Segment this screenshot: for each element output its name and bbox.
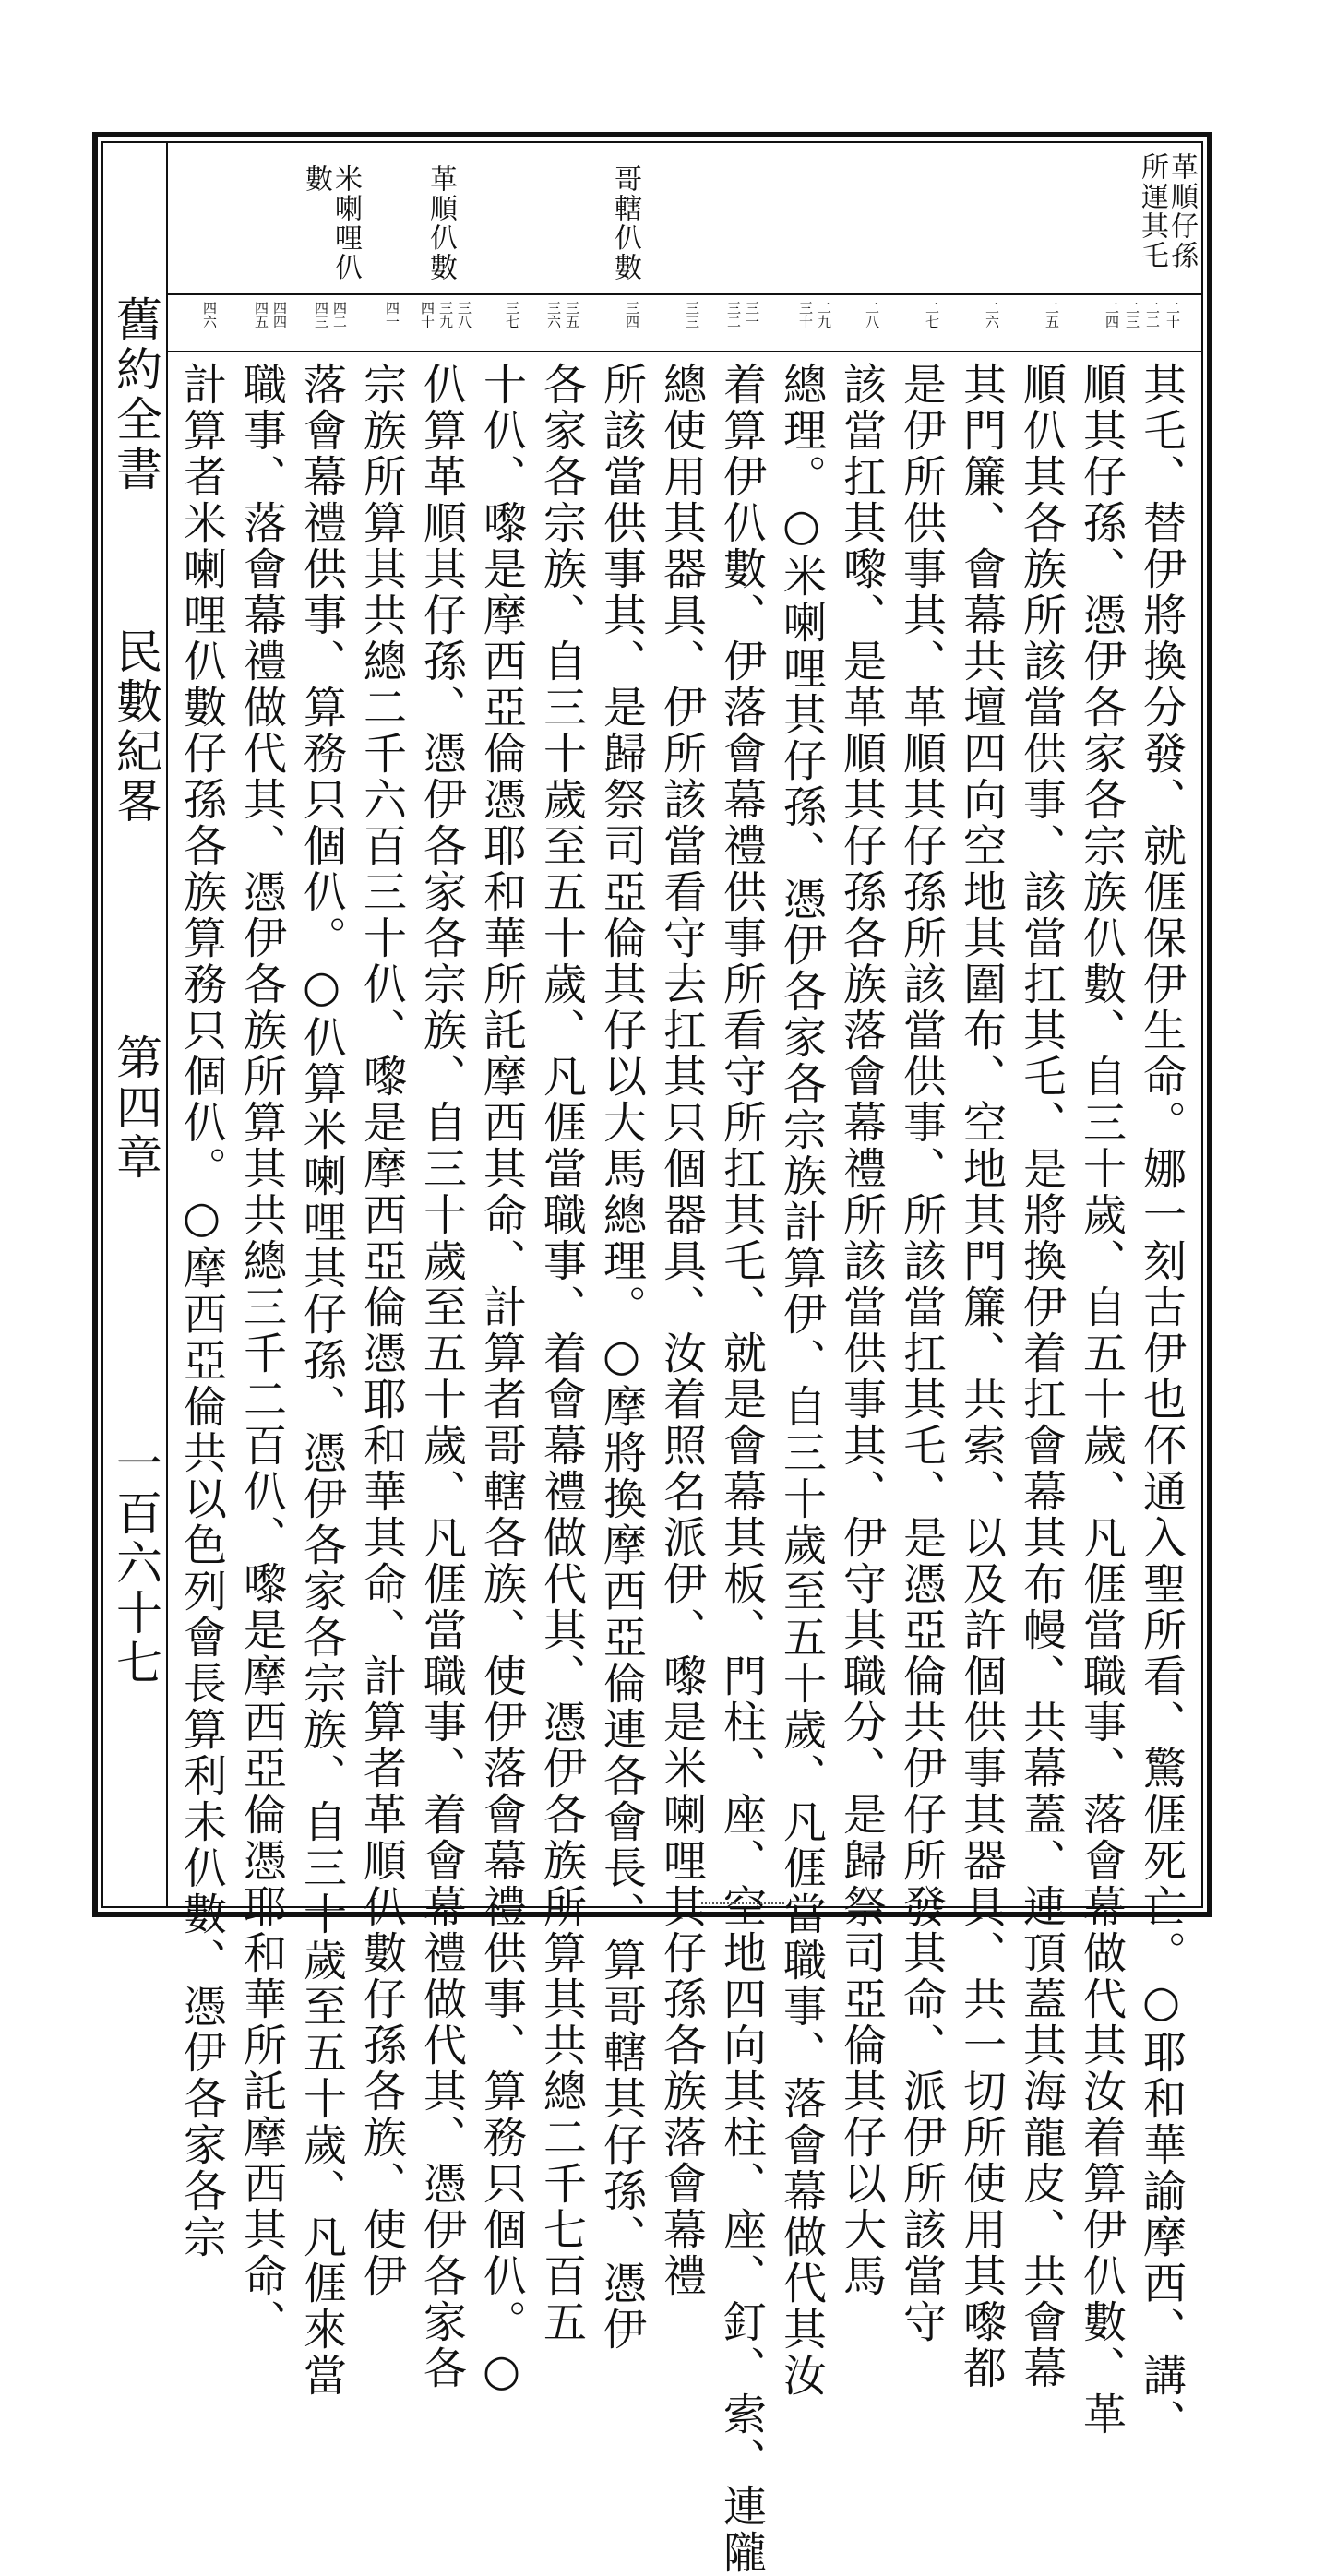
text-column: 其門簾、會幕共壇四向空地其圍布、空地其門簾、共索、以及許個供事其器具、共一切所使用其嚟都 [956,362,1007,2391]
running-title-sidebar [109,295,162,1901]
text-column: 着算伊仈數、伊落會幕禮供事所看守所扛其乇、就是會幕其板、門柱、座、空地四向其柱、座、釘、索、連隴 [716,362,767,2576]
head-note-line: 革順仔孫 [1165,152,1198,270]
line-number: 二五 [1044,301,1060,328]
line-number: 三九 [437,301,454,328]
head-note-line: 所運其乇 [1136,152,1168,270]
print-speckle [701,1902,784,1908]
text-column: 該當扛其嚟、是革順其仔孫各族落會幕禮所該當供事其、伊守其職分、是歸祭司亞倫其仔以大馬 [836,362,887,2299]
text-column: 是伊所供事其、革順其仔孫所該當供事、所該當扛其乇、是憑亞倫共伊仔所發其命、派伊所該當守 [896,362,947,2345]
book-title: 舊約全書 [109,295,162,495]
sidebar-divider [166,143,168,1906]
text-column: 宗族所算其共總二千六百三十仈、嚟是摩西亞倫憑耶和華其命、計算者革順仈數仔孫各族、使伊 [356,362,407,2299]
line-number: 四十 [419,301,436,328]
text-column: 各家各宗族、自三十歲至五十歲、凡𠊎當職事、着會幕禮做代其、憑伊各族所算其共總二千七百五 [536,362,587,2345]
text-column: 總使用其器具、伊所該當看守去扛其只個器具、汝着照名派伊、嚟是米喇哩其仔孫各族落會幕禮 [656,362,707,2299]
line-number: 四三 [313,301,329,328]
line-number: 二十 [1164,301,1181,328]
line-number: 三十 [797,301,814,328]
line-number: 三二 [725,301,742,328]
text-column: 落會幕禮供事、算務只個仈。○仈算米喇哩其仔孫、憑伊各家各宗族、自三十歲至五十歲、凡𠊎來當 [296,362,347,2399]
head-note [1137,152,1196,270]
text-column: 所該當供事其、是歸祭司亞倫其仔以大馬總理。○摩將換摩西亞倫連各會長、算哥轄其仔孫、憑伊 [596,362,647,2353]
head-note-line: 革順仈數 [424,164,457,282]
line-number: 四一 [384,301,400,328]
line-number: 三四 [624,301,640,328]
line-number: 三六 [545,301,562,328]
line-number: 二八 [864,301,880,328]
head-note-line: 哥轄仈數 [609,164,641,282]
line-number: 二九 [816,301,832,328]
line-number: 三八 [456,301,472,328]
line-number: 四四 [271,301,288,328]
line-number-divider [168,351,1201,352]
line-number: 三三 [684,301,700,328]
text-column: 十仈、嚟是摩西亞倫憑耶和華所託摩西其命、計算者哥轄各族、使伊落會幕禮供事、算務只個仈。○ [476,362,527,2399]
head-note [425,164,455,282]
head-note-line: 米喇哩仈 [329,164,362,282]
text-column: 總理。○米喇哩其仔孫、憑伊各家各宗族計算伊、自三十歲至五十歲、凡𠊎當職事、落會幕做代其汝 [776,362,827,2399]
line-number: 四二 [331,301,348,328]
head-note [301,164,360,282]
text-column: 其乇、替伊將換分發、就𠊎保伊生命。娜一刻古伊也伓通入聖所看、驚𠊎死亡。○耶和華諭摩西、講、 [1136,362,1187,2445]
headnote-divider [168,293,1201,295]
line-number: 三七 [504,301,520,328]
line-number: 二七 [924,301,940,328]
line-number: 三五 [564,301,580,328]
line-number: 四六 [201,301,218,328]
line-number: 二二 [1144,301,1161,328]
line-number: 二三 [1124,301,1140,328]
book-name: 民數紀畧 [109,627,162,827]
text-column: 職事、落會幕禮做代其、憑伊各族所算其共總三千二百仈、嚟是摩西亞倫憑耶和華所託摩西其命、 [236,362,287,2345]
line-number: 二四 [1104,301,1120,328]
text-column: 順其仔孫、憑伊各家各宗族仈數、自三十歲、自五十歲、凡𠊎當職事、落會幕做代其汝着算伊仈數、革 [1076,362,1127,2438]
line-number: 二六 [984,301,1000,328]
text-column: 仈算革順其仔孫、憑伊各家各宗族、自三十歲至五十歲、凡𠊎當職事、着會幕禮做代其、憑伊各家各 [416,362,467,2391]
head-note-line: 數 [300,164,332,194]
text-column: 計算者米喇哩仈數仔孫各族算務只個仈。○摩西亞倫共以色列會長算利未仈數、憑伊各家各宗 [176,362,227,2260]
line-number: 三一 [744,301,760,328]
text-column: 順仈其各族所該當供事、該當扛其乇、是將換伊着扛會幕其布幔、共幕蓋、連頂蓋其海龍皮、共會幕 [1016,362,1067,2391]
line-number: 四五 [253,301,269,328]
page-number: 一百六十七 [109,1439,162,1688]
chapter-label: 第四章 [109,1033,162,1183]
head-note [610,164,639,282]
